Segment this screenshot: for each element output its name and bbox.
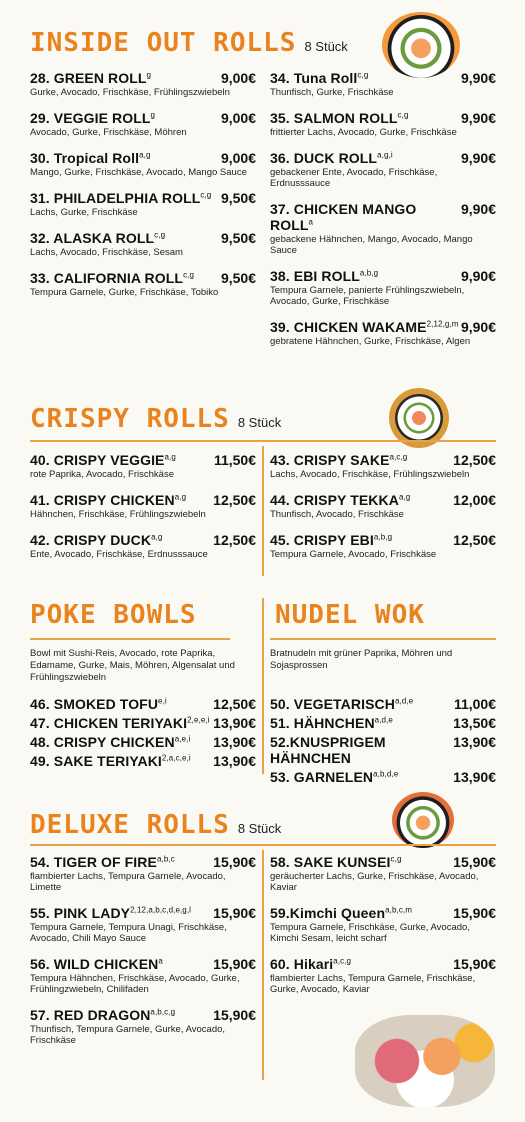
menu-item-title: 55. PINK LADY (30, 905, 131, 921)
poke-nudel-divider (262, 598, 264, 774)
menu-item (30, 696, 256, 712)
menu-item-name (30, 150, 151, 166)
menu-item-name (30, 854, 175, 870)
crispy-count: 8 Stück (237, 415, 282, 430)
menu-item-title: 47. CHICKEN TERIYAKI (30, 715, 188, 731)
menu-item-description: gebratene Hähnchen, Gurke, Frischkäse, Algen (270, 336, 471, 347)
menu-item-title: 37. CHICKEN MANGO ROLL (270, 201, 417, 233)
menu-item-row (30, 230, 256, 246)
menu-item (270, 150, 496, 189)
menu-item-price: 9,90€ (460, 319, 496, 335)
menu-item (30, 854, 256, 893)
menu-item-allergens: a,g (398, 492, 411, 502)
menu-item-description: gebackener Ente, Avocado, Frischkäse, Erdnusssauce (270, 167, 438, 189)
menu-item-title: 50. VEGETARISCH (270, 696, 395, 712)
menu-item-allergens: a,c,g (333, 956, 352, 966)
menu-item-title: 57. RED DRAGON (30, 1007, 151, 1023)
menu-item (30, 734, 256, 750)
menu-item-title: 41. CRISPY CHICKEN (30, 492, 175, 508)
crispy-right-column (270, 452, 496, 572)
menu-item-description: Hähnchen, Frischkäse, Frühlingszwiebeln (30, 509, 206, 520)
menu-item-description: Tempura Garnele, Tempura Unagi, Frischkäse, Avocado, Chili Mayo Sauce (30, 922, 227, 944)
menu-item-allergens: c,g (397, 110, 409, 120)
menu-item-allergens: a,b,c (156, 854, 175, 864)
nudel-header (275, 600, 425, 630)
menu-item-row (270, 734, 496, 766)
menu-item-allergens: c,g (200, 190, 212, 200)
menu-item-name (270, 956, 351, 972)
menu-item-allergens: c,g (390, 854, 402, 864)
deluxe-count: 8 Stück (237, 821, 282, 836)
menu-item (270, 734, 496, 766)
menu-item-allergens: a (158, 956, 163, 966)
menu-item-row (270, 532, 496, 548)
menu-item-title: 34. Tuna Roll (270, 70, 358, 86)
menu-item-allergens: 2,e,e,i (187, 715, 210, 725)
menu-item-row (30, 70, 256, 86)
menu-item-row (30, 492, 256, 508)
inside-out-left-column (30, 70, 256, 310)
menu-item-name (270, 769, 398, 785)
menu-item-row (30, 452, 256, 468)
menu-item-description: Gurke, Avocado, Frischkäse, Frühlingszwiebeln (30, 87, 230, 98)
menu-item-allergens: a,g (151, 532, 163, 542)
menu-item-description: flambierter Lachs, Tempura Garnele, Frischkäse, Gurke, Avocado, Kaviar (270, 973, 476, 995)
menu-item-row (270, 854, 496, 870)
menu-item (30, 956, 256, 995)
menu-item-allergens: a,g (174, 492, 187, 502)
menu-item-name (270, 854, 402, 870)
crispy-header (30, 404, 281, 434)
menu-item-name (270, 70, 368, 86)
inside-out-right-column (270, 70, 496, 359)
menu-item-title: 29. VEGGIE ROLL (30, 110, 151, 126)
menu-item-description: Tempura Garnele, Frischkäse, Gurke, Avocado, Kimchi Sesam, leicht scharf (270, 922, 470, 944)
menu-item-description: Lachs, Avocado, Frischkäse, Frühlingszwiebeln (270, 469, 470, 480)
inside-out-title: INSIDE OUT ROLLS (30, 28, 297, 58)
menu-item-allergens: a,b,c,g (150, 1007, 176, 1017)
menu-item-name (270, 715, 393, 731)
menu-item-name (30, 532, 162, 548)
menu-item-title: 56. WILD CHICKEN (30, 956, 159, 972)
menu-item-row (270, 696, 496, 712)
menu-item-price: 13,90€ (453, 769, 496, 785)
menu-item-row (270, 492, 496, 508)
menu-item-allergens: c,g (154, 230, 166, 240)
menu-item-description: Tempura Garnele, Gurke, Frischkäse, Tobiko (30, 287, 219, 298)
menu-item-title: 51. HÄHNCHEN (270, 715, 375, 731)
menu-item-title: 42. CRISPY DUCK (30, 532, 152, 548)
inside-out-header (30, 28, 348, 58)
menu-item-description: Ente, Avocado, Frischkäse, Erdnusssauce (30, 549, 208, 560)
menu-item-price: 9,90€ (460, 70, 496, 86)
menu-item-row (270, 956, 496, 972)
crispy-rule (30, 440, 496, 442)
poke-title: POKE BOWLS (30, 600, 197, 630)
menu-item-allergens: a,b,d,e (373, 769, 399, 779)
menu-item-allergens: a,c,g (389, 452, 408, 462)
nudel-items (270, 696, 496, 788)
menu-item-title: 35. SALMON ROLL (270, 110, 398, 126)
poke-intro: Bowl mit Sushi-Reis, Avocado, rote Paprika, Edamame, Gurke, Mais, Möhren, Algensalat und Frühlingszwiebeln (30, 648, 235, 683)
menu-item (30, 492, 256, 520)
menu-item (30, 150, 256, 178)
menu-item-name (30, 734, 190, 750)
menu-item-allergens: a,g (139, 150, 151, 160)
menu-item-description: Lachs, Gurke, Frischkäse (30, 207, 138, 218)
menu-item-name (30, 110, 155, 126)
menu-item-allergens: a,d,e (374, 715, 393, 725)
menu-item (270, 452, 496, 480)
menu-item-allergens: 2,12,g,m (426, 319, 459, 329)
menu-item (30, 230, 256, 258)
menu-item-title: 48. CRISPY CHICKEN (30, 734, 175, 750)
menu-item-name (30, 270, 194, 286)
menu-item-row (30, 854, 256, 870)
sushi-roll-image (382, 12, 460, 78)
menu-item-row (30, 905, 256, 921)
menu-item-description: Tempura Garnele, Avocado, Frischkäse (270, 549, 437, 560)
crispy-title: CRISPY ROLLS (30, 404, 230, 434)
menu-item (270, 492, 496, 520)
menu-item-title: 49. SAKE TERIYAKI (30, 753, 162, 769)
menu-item-title: 28. GREEN ROLL (30, 70, 147, 86)
menu-item-row (30, 110, 256, 126)
menu-item-price: 13,90€ (213, 734, 256, 750)
menu-item (270, 532, 496, 560)
menu-item-name (270, 201, 461, 233)
menu-item (270, 854, 496, 893)
menu-item-name (270, 452, 407, 468)
menu-item-allergens: g (150, 110, 156, 120)
menu-item (270, 319, 496, 347)
deluxe-left-column (30, 854, 256, 1058)
menu-item-price: 12,50€ (213, 696, 256, 712)
menu-item-name (30, 715, 210, 731)
menu-item (270, 956, 496, 995)
menu-item-allergens: c,g (183, 270, 195, 280)
menu-item-row (270, 201, 496, 233)
menu-item (30, 532, 256, 560)
menu-item-price: 15,90€ (213, 854, 256, 870)
menu-item-allergens: a,e,i (174, 734, 191, 744)
menu-item-price: 13,50€ (453, 715, 496, 731)
menu-item-price: 9,00€ (220, 70, 256, 86)
menu-item-name (270, 905, 412, 921)
menu-item-row (30, 696, 256, 712)
nudel-rule (270, 638, 496, 640)
menu-item-allergens: a,g,i (377, 150, 393, 160)
menu-item-price: 9,00€ (220, 110, 256, 126)
menu-item-allergens: a (308, 217, 314, 227)
menu-item-row (30, 753, 256, 769)
menu-item-name (270, 268, 378, 284)
menu-item-title: 32. ALASKA ROLL (30, 230, 155, 246)
menu-item-row (30, 734, 256, 750)
menu-item-row (30, 956, 256, 972)
menu-item-name (30, 956, 163, 972)
menu-item-name (270, 532, 392, 548)
menu-item-row (30, 270, 256, 286)
nudel-title: NUDEL WOK (275, 600, 425, 630)
menu-item-price: 11,00€ (453, 696, 496, 712)
menu-item-allergens: 2,12,a,b,c,d,e,g,l (130, 905, 192, 915)
menu-item-price: 12,50€ (453, 452, 496, 468)
menu-item-price: 9,90€ (460, 201, 496, 217)
menu-item-title: 60. Hikari (270, 956, 334, 972)
menu-item-description: frittierter Lachs, Avocado, Gurke, Frischkäse (270, 127, 457, 138)
menu-item-title: 33. CALIFORNIA ROLL (30, 270, 184, 286)
deluxe-header (30, 810, 281, 840)
menu-item-description: Mango, Gurke, Frischkäse, Avocado, Mango Sauce (30, 167, 247, 178)
menu-item-title: 53. GARNELEN (270, 769, 374, 785)
menu-item-price: 15,90€ (453, 854, 496, 870)
menu-item-name (30, 1007, 175, 1023)
menu-item-row (270, 70, 496, 86)
menu-item-allergens: g (146, 70, 152, 80)
menu-item-description: gebackene Hähnchen, Mango, Avocado, Mango Sauce (270, 234, 473, 256)
menu-item-allergens: e,i (158, 696, 167, 706)
menu-item (30, 1007, 256, 1046)
poke-items (30, 696, 256, 772)
menu-item-price: 13,90€ (213, 715, 256, 731)
menu-item (270, 769, 496, 785)
menu-item-name (270, 696, 413, 712)
menu-item-title: 40. CRISPY VEGGIE (30, 452, 165, 468)
nudel-intro: Bratnudeln mit grüner Paprika, Möhren und Sojasprossen (270, 648, 453, 671)
menu-item-title: 30. Tropical Roll (30, 150, 140, 166)
menu-item (30, 452, 256, 480)
menu-item-title: 45. CRISPY EBI (270, 532, 374, 548)
menu-item-name (30, 190, 211, 206)
menu-item-allergens: 2,a,c,e,i (161, 753, 191, 763)
menu-item-price: 13,90€ (453, 734, 496, 750)
menu-item-description: Avocado, Gurke, Frischkäse, Möhren (30, 127, 187, 138)
menu-item-price: 9,50€ (220, 190, 256, 206)
menu-item-price: 9,00€ (220, 150, 256, 166)
crispy-divider (262, 446, 264, 576)
menu-item (30, 70, 256, 98)
menu-item-allergens: a,b,g (373, 532, 393, 542)
menu-item-price: 9,50€ (220, 230, 256, 246)
menu-item-price: 9,90€ (460, 268, 496, 284)
menu-item-title: 36. DUCK ROLL (270, 150, 378, 166)
menu-item-allergens: a,b,c,m (385, 905, 413, 915)
menu-item-description: Thunfisch, Gurke, Frischkäse (270, 87, 394, 98)
menu-item (270, 268, 496, 307)
menu-item-description: Tempura Garnele, panierte Frühlingszwiebeln, Avocado, Gurke, Frischkäse (270, 285, 465, 307)
menu-item-price: 13,90€ (213, 753, 256, 769)
menu-item-title: 46. SMOKED TOFU (30, 696, 159, 712)
menu-item (30, 715, 256, 731)
deluxe-right-column (270, 854, 496, 1007)
menu-item-price: 15,90€ (453, 956, 496, 972)
deluxe-roll-image (392, 792, 454, 848)
menu-item-row (270, 110, 496, 126)
sushi-platter-image (355, 1015, 495, 1107)
menu-item-row (30, 150, 256, 166)
menu-item-price: 11,50€ (213, 452, 256, 468)
deluxe-title: DELUXE ROLLS (30, 810, 230, 840)
menu-item-name (270, 319, 459, 335)
menu-item-price: 15,90€ (453, 905, 496, 921)
menu-item-price: 15,90€ (213, 956, 256, 972)
poke-header (30, 600, 197, 630)
crispy-left-column (30, 452, 256, 572)
menu-item (270, 696, 496, 712)
menu-item (270, 201, 496, 256)
menu-item-description: flambierter Lachs, Tempura Garnele, Avocado, Limette (30, 871, 226, 893)
menu-item-row (270, 268, 496, 284)
menu-item-description: rote Paprika, Avocado, Frischkäse (30, 469, 174, 480)
menu-item-description: Thunfisch, Avocado, Frischkäse (270, 509, 404, 520)
menu-item-description: Thunfisch, Tempura Garnele, Gurke, Avocado, Frischkäse (30, 1024, 226, 1046)
menu-item-price: 12,50€ (213, 532, 256, 548)
menu-item (30, 190, 256, 218)
menu-item-row (30, 1007, 256, 1023)
menu-item-allergens: a,b,g (359, 268, 379, 278)
menu-item-title: 31. PHILADELPHIA ROLL (30, 190, 201, 206)
menu-item-row (270, 769, 496, 785)
menu-item-price: 12,50€ (453, 532, 496, 548)
menu-item-name (30, 452, 176, 468)
menu-item-row (270, 905, 496, 921)
menu-item-price: 15,90€ (213, 905, 256, 921)
menu-item-description: Tempura Hähnchen, Frischkäse, Avocado, Gurke, Frühlingzwiebeln, Chilifaden (30, 973, 240, 995)
deluxe-rule (30, 844, 496, 846)
deluxe-divider (262, 850, 264, 1080)
menu-item-description: geräucherter Lachs, Gurke, Frischkäse, Avocado, Kaviar (270, 871, 479, 893)
menu-item-allergens: a,d,e (394, 696, 414, 706)
menu-item-title: 59.Kimchi Queen (270, 905, 386, 921)
menu-item-row (30, 532, 256, 548)
menu-item-price: 12,00€ (453, 492, 496, 508)
menu-item-name (30, 70, 151, 86)
menu-item (30, 270, 256, 298)
menu-item-title: 44. CRISPY TEKKA (270, 492, 399, 508)
menu-item (270, 110, 496, 138)
menu-item-row (30, 190, 256, 206)
menu-item-name (270, 110, 409, 126)
inside-out-count: 8 Stück (304, 39, 348, 54)
crispy-roll-image (389, 388, 449, 448)
menu-item (30, 753, 256, 769)
menu-item-row (270, 452, 496, 468)
menu-item-name (30, 696, 167, 712)
menu-item (30, 905, 256, 944)
menu-item-title: 43. CRISPY SAKE (270, 452, 390, 468)
menu-item-title: 52.KNUSPRIGEM HÄHNCHEN (270, 734, 386, 766)
menu-item-title: 38. EBI ROLL (270, 268, 360, 284)
menu-item-allergens: c,g (357, 70, 369, 80)
menu-item-name (270, 492, 410, 508)
menu-item-row (270, 150, 496, 166)
menu-item-name (30, 905, 191, 921)
menu-item-description: Lachs, Avocado, Frischkäse, Sesam (30, 247, 183, 258)
menu-item-name (270, 734, 453, 766)
menu-item-title: 54. TIGER OF FIRE (30, 854, 157, 870)
menu-item-name (30, 492, 186, 508)
menu-item-row (270, 319, 496, 335)
menu-item-price: 15,90€ (213, 1007, 256, 1023)
menu-item-title: 58. SAKE KUNSEI (270, 854, 391, 870)
poke-rule (30, 638, 230, 640)
menu-item-name (270, 150, 393, 166)
menu-item-price: 12,50€ (213, 492, 256, 508)
menu-item-row (30, 715, 256, 731)
menu-item (270, 70, 496, 98)
menu-item-name (30, 230, 165, 246)
menu-item (30, 110, 256, 138)
menu-item-price: 9,50€ (220, 270, 256, 286)
menu-item-title: 39. CHICKEN WAKAME (270, 319, 427, 335)
menu-item (270, 905, 496, 944)
menu-item-name (30, 753, 191, 769)
menu-item-price: 9,90€ (460, 110, 496, 126)
menu-item-price: 9,90€ (460, 150, 496, 166)
menu-item-row (270, 715, 496, 731)
menu-item-allergens: a,g (164, 452, 176, 462)
menu-item (270, 715, 496, 731)
